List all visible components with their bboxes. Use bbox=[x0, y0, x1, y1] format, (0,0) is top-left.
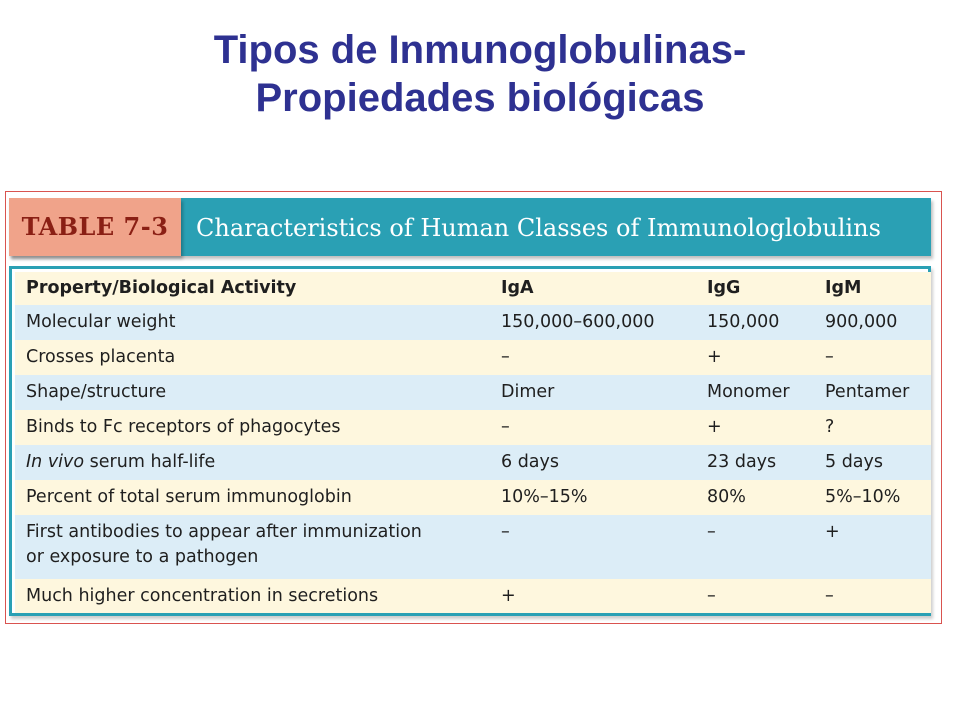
cell-igg: 150,000 bbox=[707, 312, 780, 332]
column-header-property: Property/Biological Activity bbox=[26, 278, 297, 298]
cell-property: Much higher concentration in secretions bbox=[26, 586, 379, 606]
cell-property: Percent of total serum immunoglobin bbox=[26, 487, 352, 507]
table-row bbox=[15, 579, 931, 613]
cell-igg: + bbox=[707, 417, 722, 437]
table-row bbox=[15, 480, 931, 515]
cell-igm: 5%–10% bbox=[825, 487, 901, 507]
cell-property: Crosses placenta bbox=[26, 347, 176, 367]
slide-title-line-2: Propiedades biológicas bbox=[255, 76, 705, 120]
table-row bbox=[15, 515, 931, 579]
cell-igg: + bbox=[707, 347, 722, 367]
cell-iga: 6 days bbox=[501, 452, 560, 472]
slide-title-line-1: Tipos de Inmunoglobulinas- bbox=[213, 28, 747, 72]
table-row bbox=[15, 445, 931, 480]
cell-igm: ? bbox=[825, 417, 835, 437]
cell-iga: + bbox=[501, 586, 516, 606]
cell-property-italic: In vivo bbox=[26, 452, 85, 472]
table-caption: Characteristics of Human Classes of Immunologlobulins bbox=[196, 214, 881, 242]
cell-property: Shape/structure bbox=[26, 382, 167, 402]
cell-iga: 150,000–600,000 bbox=[501, 312, 655, 332]
cell-igg: – bbox=[707, 586, 716, 606]
cell-igg: 23 days bbox=[707, 452, 777, 472]
cell-igm: + bbox=[825, 522, 840, 542]
cell-property: Binds to Fc receptors of phagocytes bbox=[26, 417, 341, 437]
table-header-row bbox=[15, 272, 931, 305]
cell-iga: Dimer bbox=[501, 382, 555, 402]
cell-property bbox=[26, 445, 215, 480]
cell-igm: 5 days bbox=[825, 452, 884, 472]
cell-property-line-1: First antibodies to appear after immunization bbox=[26, 522, 422, 542]
table-number-label: TABLE 7-3 bbox=[9, 198, 181, 256]
cell-iga: – bbox=[501, 522, 510, 542]
cell-iga: – bbox=[501, 417, 510, 437]
column-header-igg: IgG bbox=[707, 278, 741, 298]
immunoglobulin-table bbox=[9, 266, 931, 616]
column-header-iga: IgA bbox=[501, 278, 534, 298]
cell-property-line-2: or exposure to a pathogen bbox=[26, 547, 259, 567]
cell-iga: 10%–15% bbox=[501, 487, 588, 507]
slide-title bbox=[0, 26, 960, 122]
column-header-igm: IgM bbox=[825, 278, 862, 298]
cell-igg: 80% bbox=[707, 487, 746, 507]
table-row bbox=[15, 340, 931, 375]
cell-igm: – bbox=[825, 586, 834, 606]
cell-igg: – bbox=[707, 522, 716, 542]
cell-igg: Monomer bbox=[707, 382, 790, 402]
table-row bbox=[15, 410, 931, 445]
cell-igm: Pentamer bbox=[825, 382, 910, 402]
cell-igm: – bbox=[825, 347, 834, 367]
cell-igm: 900,000 bbox=[825, 312, 898, 332]
cell-property-rest: serum half-life bbox=[84, 452, 216, 472]
cell-iga: – bbox=[501, 347, 510, 367]
cell-property: Molecular weight bbox=[26, 312, 176, 332]
table-row bbox=[15, 305, 931, 340]
table-row bbox=[15, 375, 931, 410]
cell-property bbox=[26, 520, 422, 570]
